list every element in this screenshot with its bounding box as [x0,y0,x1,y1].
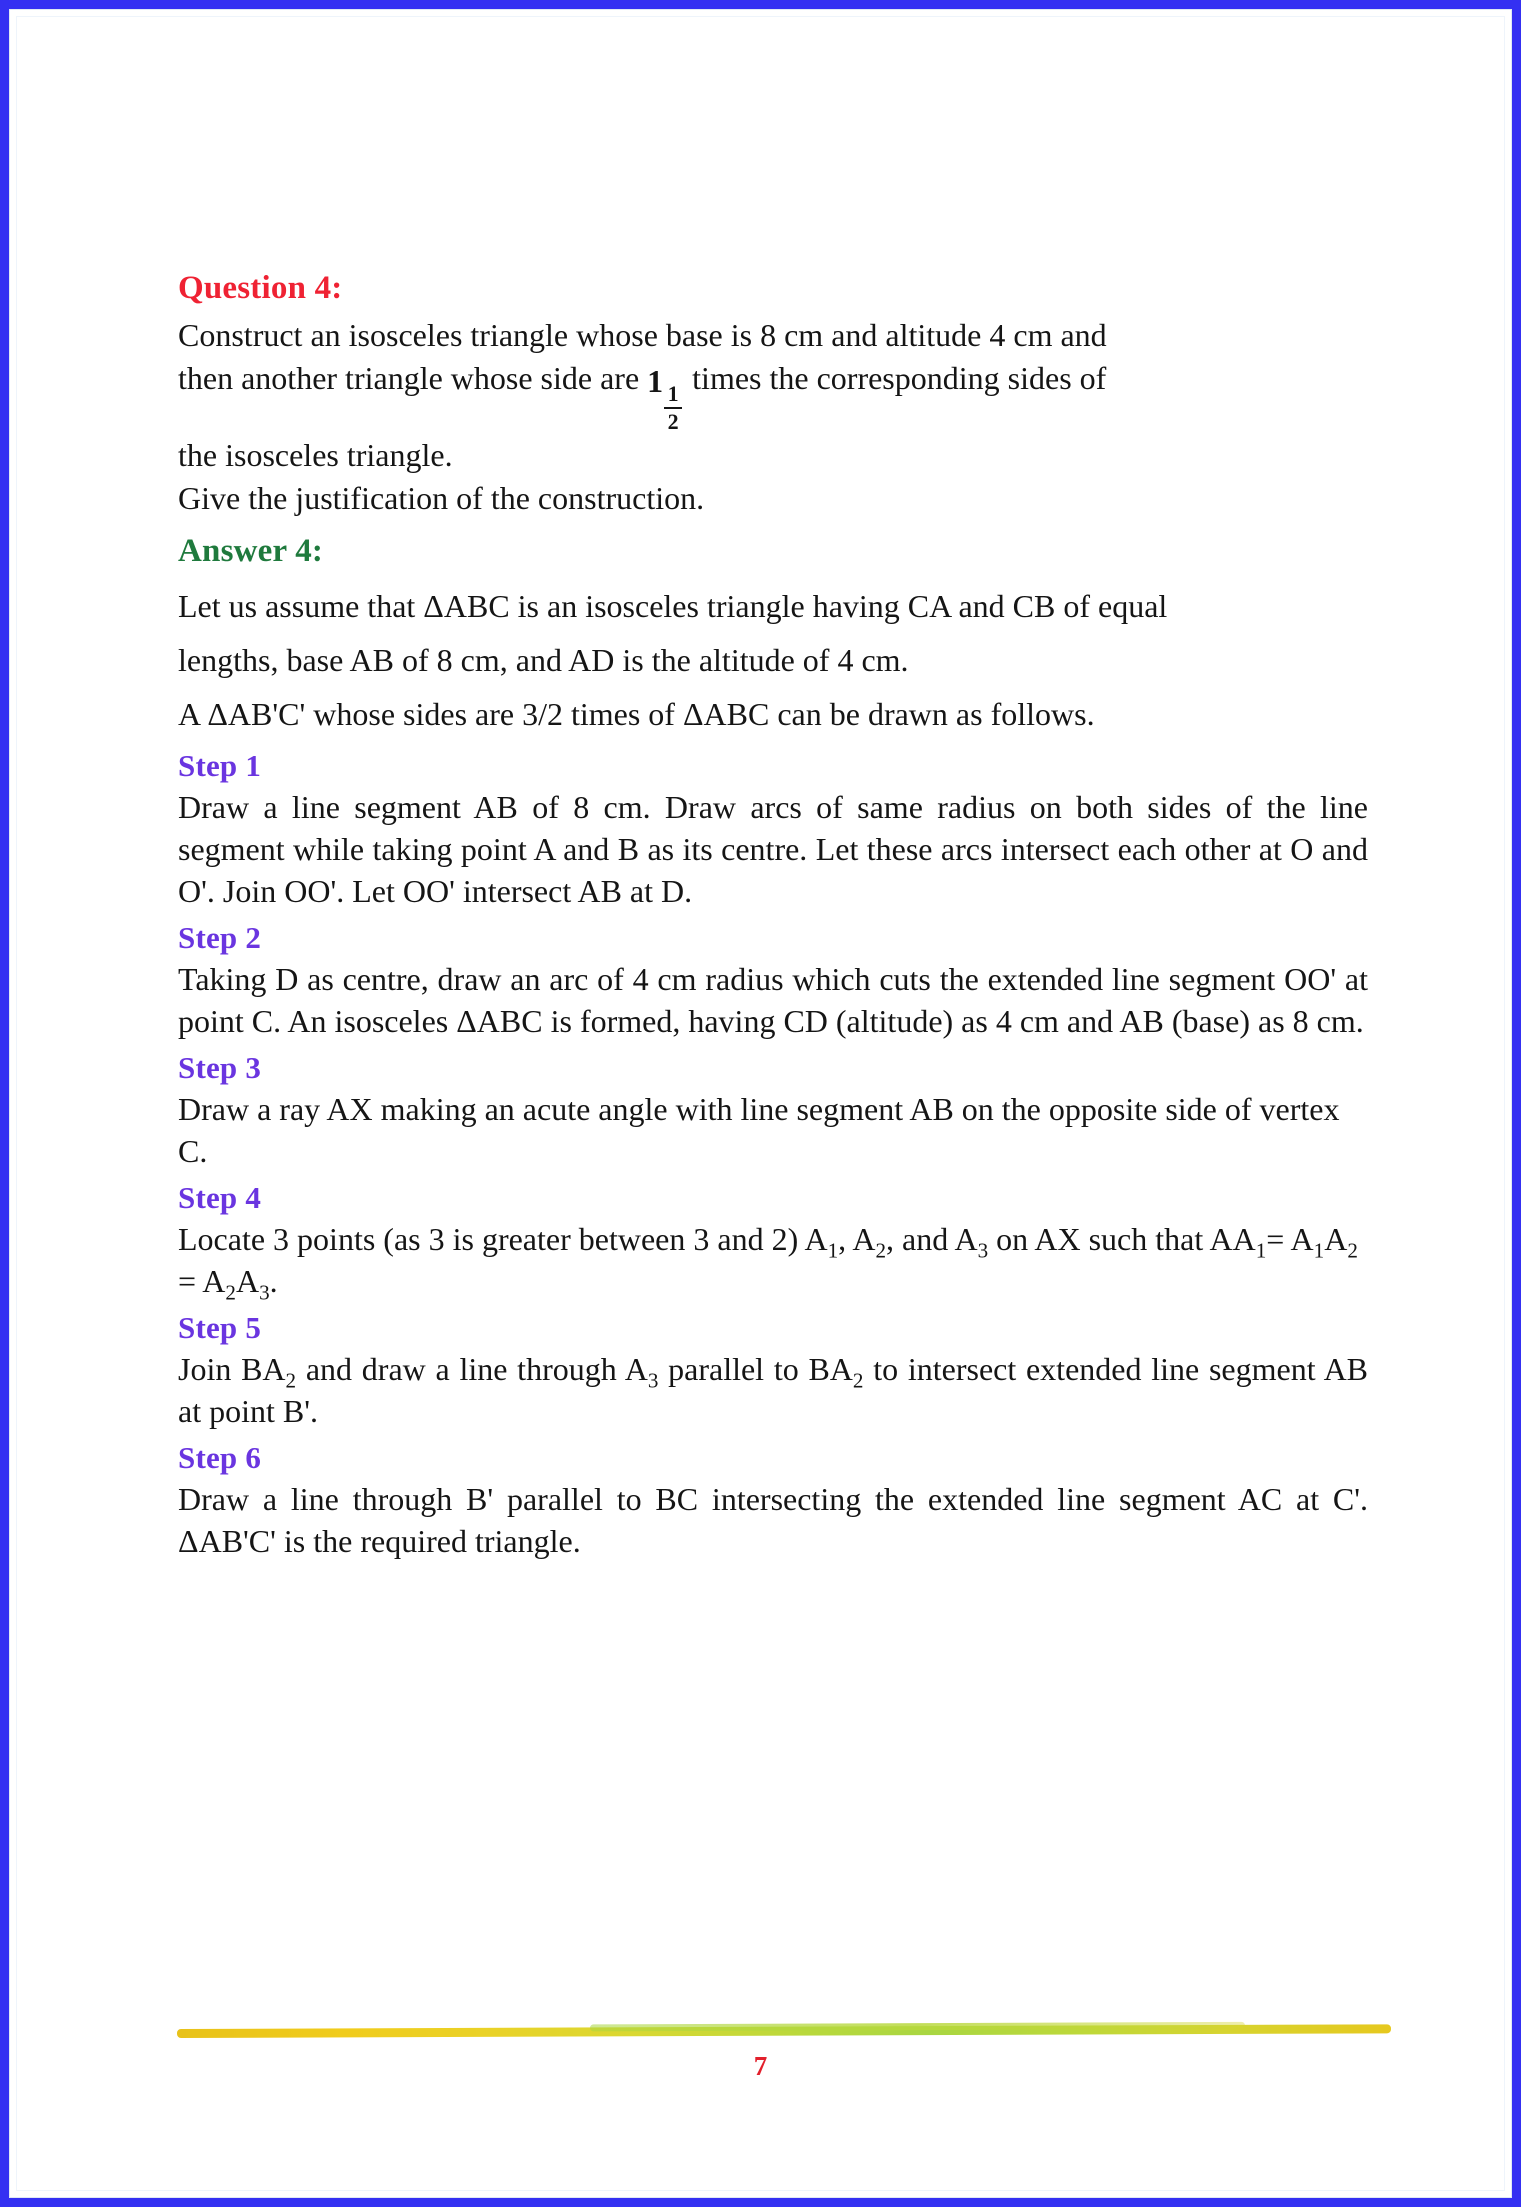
step-3-heading: Step 3 [178,1049,262,1085]
answer-paragraph-1: Let us assume that ΔABC is an isosceles triangle having CA and CB of equal [178,588,1168,625]
fraction-numerator: 1 [667,380,679,406]
question-line-1: Construct an isosceles triangle whose base is 8 cm and altitude 4 cm and [178,317,1107,354]
page-number: 7 [753,2051,768,2081]
fraction-one-half [664,380,682,434]
step-6-body: Draw a line through B' parallel to BC intersecting the extended line segment AC at C'. ΔAB'C' is the required triangle. [178,1480,1368,1559]
step-2-heading: Step 2 [178,919,262,955]
step-5-body: Join $BA_2$ and draw a line through $A_3$ parallel to $BA_2$ to intersect extended line segment AB at point B'. [178,1350,1369,1429]
question-line-3: the isosceles triangle. [178,436,453,473]
step-5-heading: Step 5 [178,1309,262,1345]
question-line-4: Give the justification of the construction. [178,479,705,516]
question-body-fraction-line [178,358,1368,433]
question-heading: Question 4: [178,270,343,306]
step-1-heading: Step 1 [178,747,262,783]
mixed-number [647,361,684,433]
document-content [178,268,1368,1565]
step-4-heading: Step 4 [178,1179,262,1215]
question-line-2-after: times the corresponding sides of [692,360,1107,397]
step-3-body: Draw a ray AX making an acute angle with line segment AB on the opposite side of vertex C. [178,1090,1340,1169]
fraction-denominator: 2 [667,408,679,434]
answer-paragraph-3: A ΔAB'C' whose sides are 3/2 times of ΔABC can be drawn as follows. [178,695,1095,732]
step-2-body: Taking D as centre, draw an arc of 4 cm radius which cuts the extended line segment OO' at point C. An isosceles ΔABC is formed, having CD (altitude) as 4 cm and AB (base) as 8 cm. [178,960,1368,1039]
mixed-number-whole: 1 [647,362,664,399]
question-body [178,315,1368,356]
answer-heading: Answer 4: [178,532,324,569]
answer-paragraph-2: lengths, base AB of 8 cm, and AD is the altitude of 4 cm. [178,641,909,678]
step-6-heading: Step 6 [178,1439,262,1475]
page-footer [10,2029,1511,2119]
step-4-body: Locate 3 points (as 3 is greater between 3 and 2) $A_1$, $A_2$, and $A_3$ on AX such that $AA_1= A_1A_2 = A_2A_3$. [178,1220,1358,1305]
question-line-2-before: then another triangle whose side are [178,360,640,397]
footer-decorative-bar [177,2024,1391,2038]
page-canvas [9,9,1512,2198]
step-1-body: Draw a line segment AB of 8 cm. Draw arcs of same radius on both sides of the line segment while taking point A and B as its centre. Let these arcs intersect each other at O and O'. Join OO'. Let OO' intersect AB at D. [178,788,1368,909]
